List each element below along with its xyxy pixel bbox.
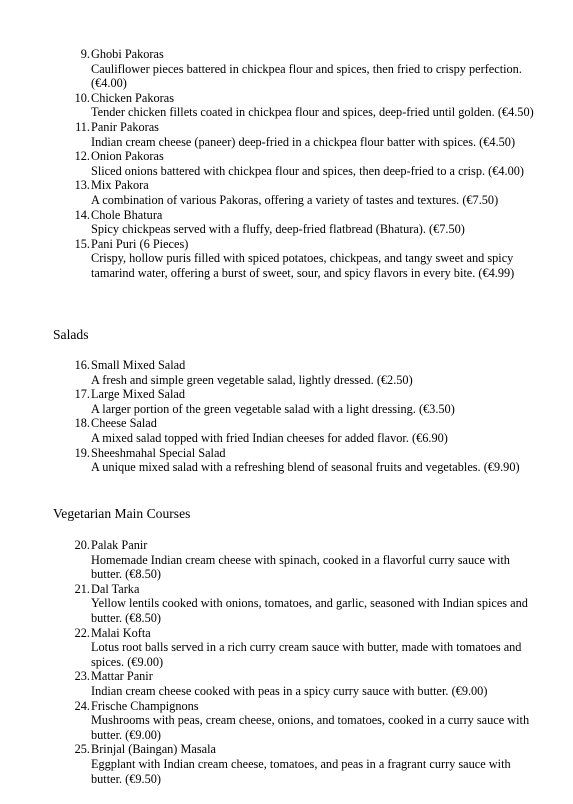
item-number: 10. [74,90,90,105]
item-description: Mushrooms with peas, cream cheese, onions, and tomatoes, cooked in a curry sauce with butter. (€9.00) [91,713,530,742]
list-item [60,742,540,786]
menu-list-salads [60,358,540,475]
section-title-salads: Salads [53,327,89,342]
item-name: Mix Pakora [91,178,149,193]
item-name: Small Mixed Salad [91,358,186,372]
item-description: Lotus root balls served in a rich curry cream sauce with butter, made with tomatoes and spices. (€9.00) [91,640,522,669]
item-name: Panir Pakoras [91,119,159,134]
item-description: A larger portion of the green vegetable salad with a light dressing. (€3.50) [91,401,455,416]
section-title-vegetarian-main-courses: Vegetarian Main Courses [53,506,191,521]
item-name: Sheeshmahal Special Salad [91,445,226,460]
list-item [60,358,540,387]
item-description: Indian cream cheese (paneer) deep-fried in a chickpea flour batter with spices. (€4.50) [91,134,516,149]
item-name: Pani Puri (6 Pieces) [91,236,189,251]
list-item [60,669,540,698]
item-number: 25. [74,742,90,757]
item-name: Onion Pakoras [91,149,164,164]
item-number: 15. [74,236,90,251]
item-name: Malai Kofta [91,625,151,640]
item-description: Homemade Indian cream cheese with spinach, cooked in a flavorful curry sauce with butter. (€8.50) [91,552,510,582]
item-description: Tender chicken fillets coated in chickpea flour and spices, deep-fried until golden. (€4.50) [91,105,534,120]
list-item [60,699,540,743]
list-item [60,208,540,237]
item-number: 16. [74,358,90,372]
item-number: 12. [74,149,90,164]
item-number: 20. [74,538,90,552]
list-item [60,120,540,149]
item-description: A unique mixed salad with a refreshing blend of seasonal fruits and vegetables. (€9.90) [91,460,520,475]
item-name: Large Mixed Salad [91,387,186,402]
item-number: 13. [74,178,90,193]
item-description: A fresh and simple green vegetable salad, lightly dressed. (€2.50) [91,372,413,387]
item-name: Chole Bhatura [91,207,163,222]
item-name: Cheese Salad [91,416,157,431]
item-description: Cauliflower pieces battered in chickpea flour and spices, then fried to crispy perfection. (€4.00) [91,61,522,91]
list-item [60,387,540,416]
list-item [60,47,540,91]
item-description: A mixed salad topped with fried Indian cheeses for added flavor. (€6.90) [91,430,448,445]
item-description: A combination of various Pakoras, offering a variety of tastes and textures. (€7.50) [91,192,499,207]
item-description: Crispy, hollow puris filled with spiced potatoes, chickpeas, and tangy sweet and spicy tamarind water, offering a burst of sweet, sour, and spicy flavors in every bite. (€4.99) [91,251,515,280]
item-name: Palak Panir [91,538,148,552]
item-number: 18. [74,416,90,431]
item-number: 9. [80,47,90,61]
item-number: 14. [74,207,90,222]
item-description: Yellow lentils cooked with onions, tomatoes, and garlic, seasoned with Indian spices and butter. (€8.50) [91,596,528,625]
item-number: 22. [74,625,90,640]
item-number: 21. [74,581,90,596]
item-name: Brinjal (Baingan) Masala [91,742,216,757]
item-name: Mattar Panir [91,669,153,684]
list-item [60,178,540,207]
menu-list-appetizers [60,47,540,281]
item-name: Chicken Pakoras [91,90,174,105]
item-number: 11. [75,119,90,134]
list-item [60,91,540,120]
item-name: Dal Tarka [91,581,140,596]
list-item [60,582,540,626]
item-description: Spicy chickpeas served with a fluffy, deep-fried flatbread (Bhatura). (€7.50) [91,222,465,237]
item-description: Indian cream cheese cooked with peas in a spicy curry sauce with butter. (€9.00) [91,683,488,698]
item-number: 17. [74,387,90,402]
list-item [60,416,540,445]
item-number: 19. [74,445,90,460]
item-number: 23. [74,669,90,684]
list-item [60,626,540,670]
item-description: Sliced onions battered with chickpea flour and spices, then deep-fried to a crisp. (€4.00) [91,163,524,178]
list-item [60,237,540,281]
item-name: Frische Champignons [91,698,199,713]
list-item [60,446,540,475]
list-item [60,538,540,582]
item-description: Eggplant with Indian cream cheese, tomatoes, and peas in a fragrant curry sauce with butter. (€9.50) [91,756,511,786]
menu-list-vegetarian [60,538,540,786]
list-item [60,149,540,178]
item-name: Ghobi Pakoras [91,47,164,61]
item-number: 24. [74,698,90,713]
